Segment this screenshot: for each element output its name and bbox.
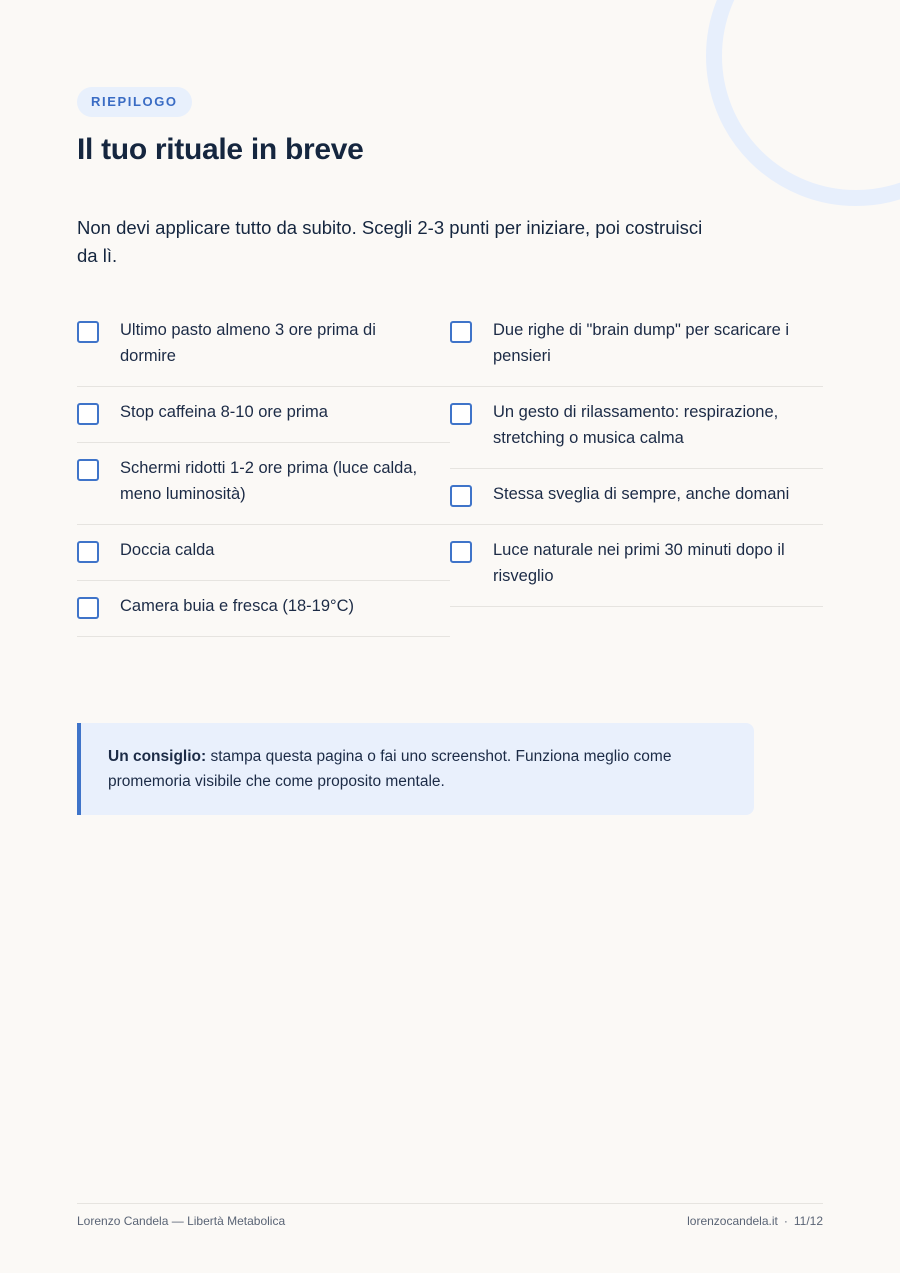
checklist-item [450,525,823,607]
checkbox[interactable] [77,541,99,563]
checklist-right-column [450,305,823,607]
checklist-item-label: Schermi ridotti 1-2 ore prima (luce calda, meno luminosità) [120,459,418,503]
page-title: Il tuo rituale in breve [77,133,364,166]
decorative-ring [706,0,900,206]
footer-right [687,1214,823,1228]
intro-text: Non devi applicare tutto da subito. Scegli 2-3 punti per iniziare, poi costruisci da lì. [77,217,703,266]
checklist-item [450,387,823,469]
checkbox[interactable] [77,321,99,343]
page-number: 11/12 [793,1214,823,1228]
checkbox[interactable] [450,485,472,507]
page-footer [77,1203,823,1228]
checklist-item-label: Luce naturale nei primi 30 minuti dopo il risveglio [493,541,785,585]
checklist-item [77,387,450,443]
checklist-item [77,305,450,387]
checklist-item-label: Stessa sveglia di sempre, anche domani [493,485,790,503]
tip-text: stampa questa pagina o fai uno screenshot. Funziona meglio come promemoria visibile che come proposito mentale. [108,748,672,790]
checkbox[interactable] [77,403,99,425]
checkbox[interactable] [77,597,99,619]
footer-separator: · [783,1214,788,1228]
checklist-item-label: Un gesto di rilassamento: respirazione, stretching o musica calma [493,403,779,447]
footer-site: lorenzocandela.it [687,1214,778,1228]
section-tag: RIEPILOGO [77,87,192,117]
checklist-item-label: Stop caffeina 8-10 ore prima [120,403,328,421]
footer-author: Lorenzo Candela — Libertà Metabolica [77,1214,286,1228]
tip-callout [77,723,754,815]
checklist-item-label: Camera buia e fresca (18-19°C) [120,597,355,615]
checklist-item [450,305,823,387]
checklist-item [77,525,450,581]
checklist-item-label: Ultimo pasto almeno 3 ore prima di dormire [120,321,376,365]
checklist-left-column [77,305,450,637]
checkbox[interactable] [450,403,472,425]
checkbox[interactable] [450,541,472,563]
checkbox[interactable] [77,459,99,481]
checkbox[interactable] [450,321,472,343]
checklist-item [77,443,450,525]
checklist-item-label: Due righe di "brain dump" per scaricare i pensieri [493,321,790,365]
checklist-item [77,581,450,637]
checklist-item [450,469,823,525]
checklist-item-label: Doccia calda [120,541,215,559]
tip-label: Un consiglio: [108,748,207,765]
